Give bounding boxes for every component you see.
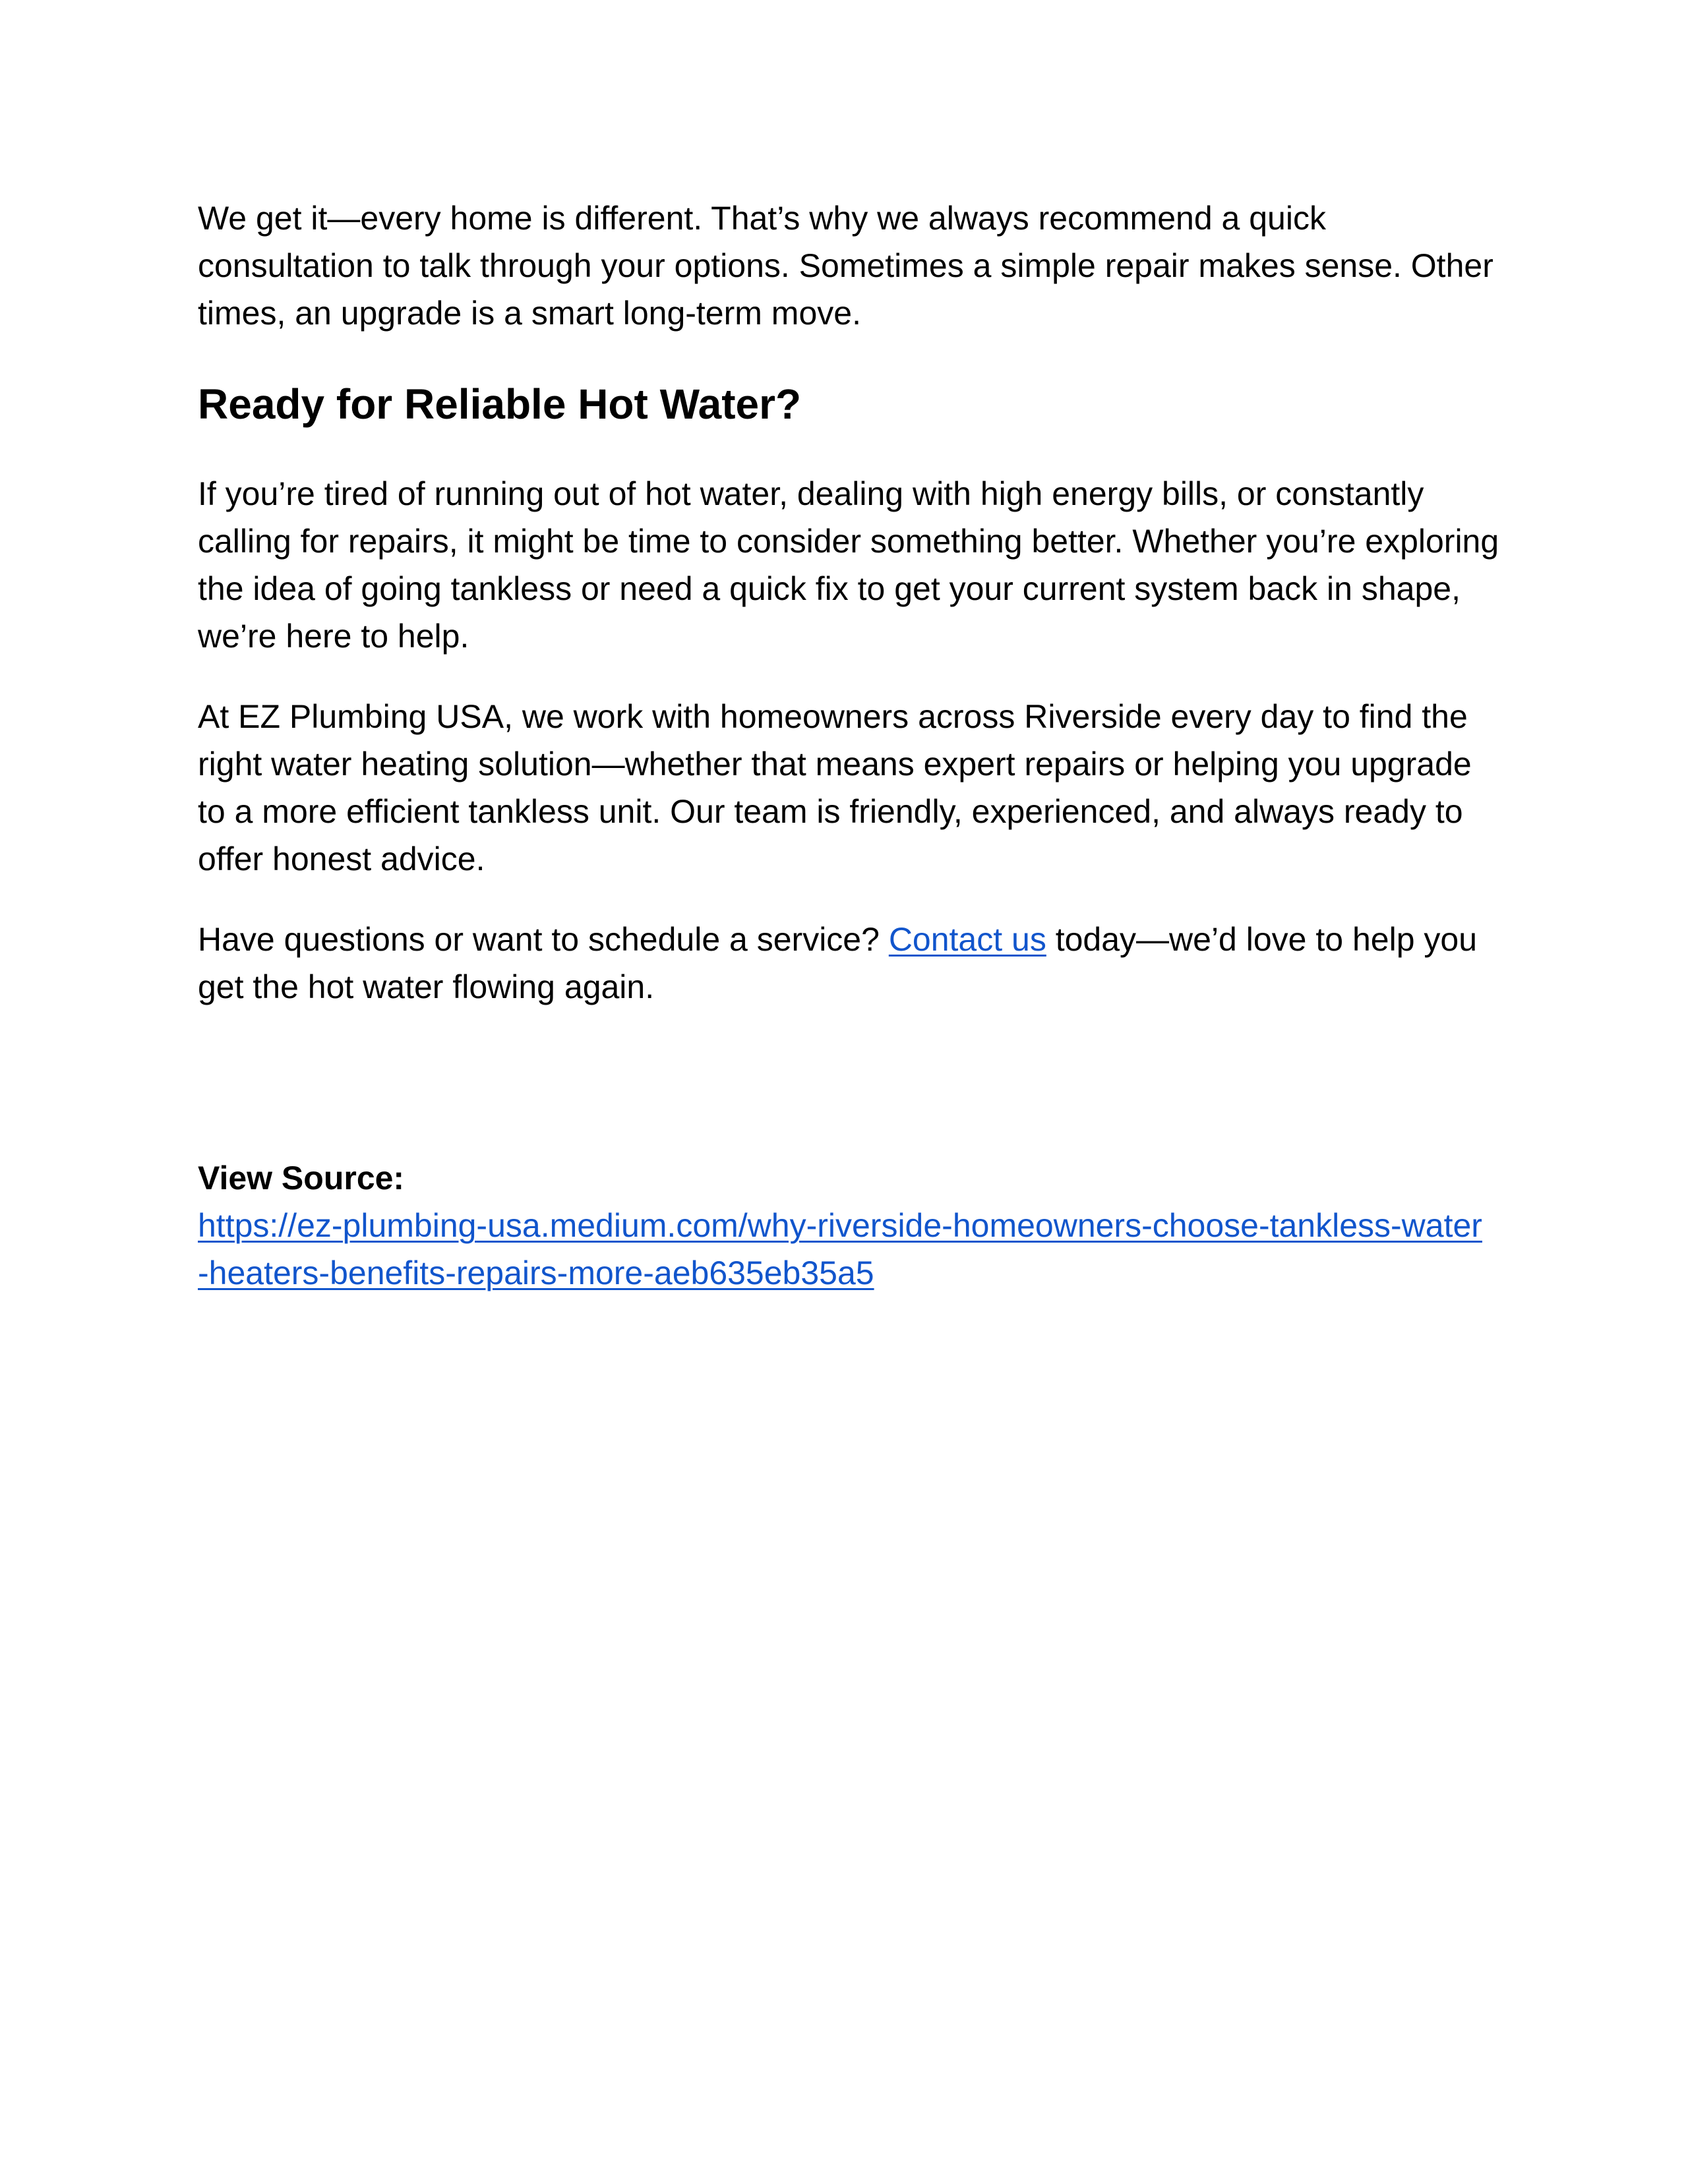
document-page [198,194,1503,1297]
source-url-link[interactable]: https://ez-plumbing-usa.medium.com/why-riverside-homeowners-choose-tankless-water-heaters-benefits-repairs-more-aeb635eb35a5 [198,1207,1482,1291]
contact-text-after: today—we’d love to help you get the hot water flowing again. [198,921,1478,1005]
contact-us-link[interactable]: Contact us [888,921,1046,958]
source-label: View Source: [198,1160,405,1196]
section-heading: Ready for Reliable Hot Water? [198,380,802,428]
contact-text-before: Have questions or want to schedule a service? [198,921,889,958]
paragraph-consultation: We get it—every home is different. That’s why we always recommend a quick consultation to talk through your options. Sometimes a simple repair makes sense. Other times, an upgrade is a smart long-term move. [198,200,1493,332]
paragraph-ez-plumbing: At EZ Plumbing USA, we work with homeowners across Riverside every day to find the right water heating solution—whether that means expert repairs or helping you upgrade to a more efficient tankless unit. Our team is friendly, experienced, and always ready to offer honest advice. [198,698,1472,877]
paragraph-contact [198,916,1503,1011]
source-block [198,1154,1503,1297]
paragraph-hot-water: If you’re tired of running out of hot water, dealing with high energy bills, or constantly calling for repairs, it might be time to consider something better. Whether you’re exploring the idea of going tankless or need a quick fix to get your current system back in shape, we’re here to help. [198,475,1499,655]
